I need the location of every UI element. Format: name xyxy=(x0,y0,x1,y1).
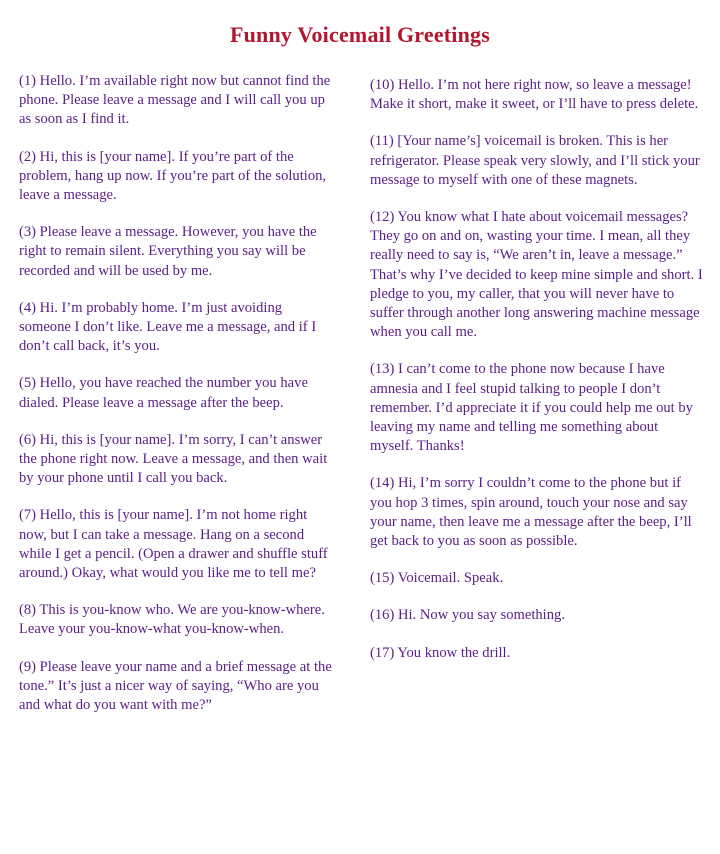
greeting-5: (5) Hello, you have reached the number you have dialed. Please leave a message after the beep. xyxy=(19,375,308,411)
greeting-15: (15) Voicemail. Speak. xyxy=(370,570,504,587)
greeting-6: (6) Hi, this is [your name]. I’m sorry, I can’t answer the phone right now. Leave a message, and then wait by your phone until I call you back. xyxy=(19,431,328,487)
right-column xyxy=(370,76,703,681)
greeting-3: (3) Please leave a message. However, you have the right to remain silent. Everything you say will be recorded and will be used by me. xyxy=(19,224,317,279)
left-column xyxy=(19,72,337,733)
greeting-13: (13) I can’t come to the phone now because I have amnesia and I feel stupid talking to people I don’t remember. I’d appreciate it if you could help me out by leaving my name and telling me something about myself. Thanks! xyxy=(370,361,693,455)
greeting-4: (4) Hi. I’m probably home. I’m just avoiding someone I don’t like. Leave me a message, and if I don’t call back, it’s you. xyxy=(19,299,317,355)
page-title: Funny Voicemail Greetings xyxy=(229,22,491,47)
greeting-12: (12) You know what I hate about voicemail messages? They go on and on, wasting your time. I mean, all they really need to say is, “We aren’t in, leave a message.” That’s why I’ve decided to keep mine simple and short. I pledge to you, my caller, that you will never have to suffer through another long answering machine message when you call me. xyxy=(370,209,703,341)
greeting-8: (8) This is you-know who. We are you-know-where. Leave your you-know-what you-know-when. xyxy=(19,602,325,638)
greeting-9: (9) Please leave your name and a brief message at the tone.” It’s just a nicer way of saying, “Who are you and what do you want with me?” xyxy=(19,658,332,714)
greeting-1: (1) Hello. I’m available right now but cannot find the phone. Please leave a message and I will call you up as soon as I find it. xyxy=(19,73,331,128)
greeting-10: (10) Hello. I’m not here right now, so leave a message! Make it short, make it sweet, or I’ll have to press delete. xyxy=(370,77,699,113)
greeting-11: (11) [Your name’s] voicemail is broken. This is her refrigerator. Please speak very slowly, and I’ll stick your message to myself with one of these magnets. xyxy=(370,133,700,188)
greeting-14: (14) Hi, I’m sorry I couldn’t come to the phone but if you hop 3 times, spin around, touch your nose and say your name, then leave me a message after the beep, I’ll get back to you as soon as possible. xyxy=(370,475,692,550)
greeting-17: (17) You know the drill. xyxy=(370,644,511,661)
greeting-7: (7) Hello, this is [your name]. I’m not home right now, but I can take a message. Hang on a second while I get a pencil. (Open a drawer and shuffle stuff around.) Okay, what would you like me to tell me? xyxy=(19,507,328,582)
greeting-2: (2) Hi, this is [your name]. If you’re part of the problem, hang up now. If you’re part of the solution, leave a message. xyxy=(19,148,327,204)
greeting-16: (16) Hi. Now you say something. xyxy=(370,607,565,624)
